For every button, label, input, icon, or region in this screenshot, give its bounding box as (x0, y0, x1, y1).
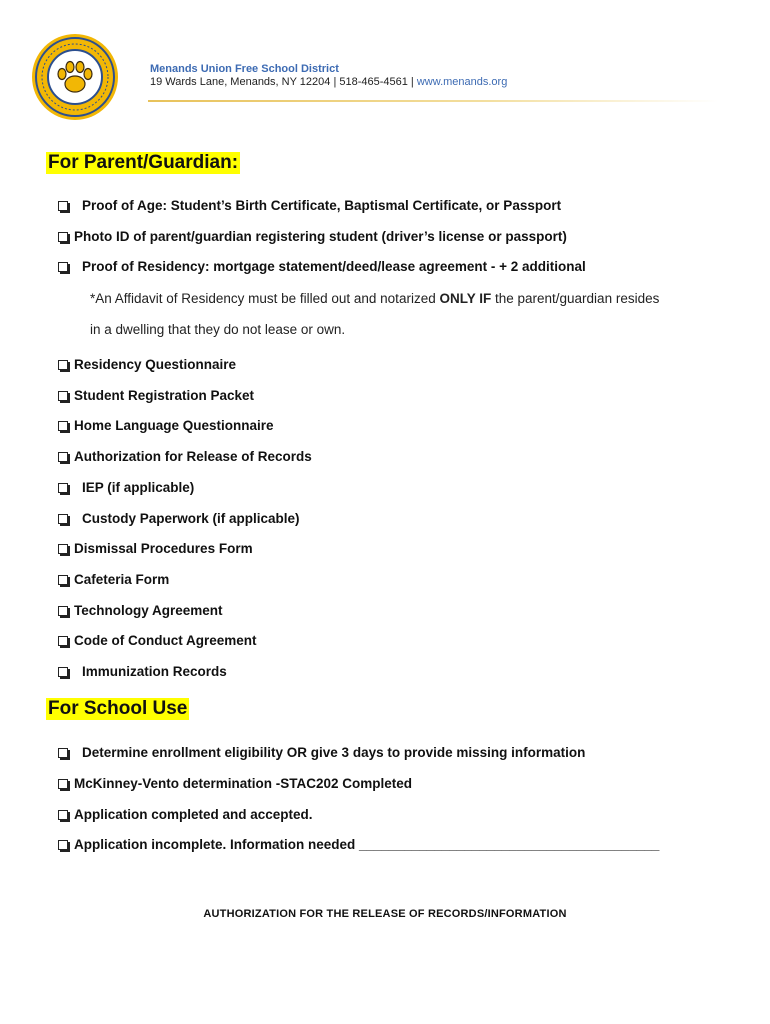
checklist-item[interactable]: Dismissal Procedures Form (58, 541, 253, 556)
checklist-item[interactable]: Photo ID of parent/guardian registering student (driver’s license or passport) (58, 229, 567, 244)
checkbox-icon[interactable] (58, 262, 68, 272)
checkbox-icon[interactable] (58, 514, 68, 524)
checklist-item[interactable]: Proof of Residency: mortgage statement/deed/lease agreement - + 2 additional (58, 259, 586, 274)
checklist-item[interactable]: Authorization for Release of Records (58, 449, 312, 464)
checklist-item[interactable]: Custody Paperwork (if applicable) (58, 511, 300, 526)
checklist-item[interactable]: McKinney-Vento determination -STAC202 Completed (58, 776, 412, 791)
checklist-item[interactable]: Proof of Age: Student’s Birth Certificate, Baptismal Certificate, or Passport (58, 198, 561, 213)
checkbox-icon[interactable] (58, 636, 68, 646)
parent-section-heading: For Parent/Guardian: (48, 152, 239, 173)
checklist-item[interactable]: Technology Agreement (58, 603, 223, 618)
affidavit-note-line1: *An Affidavit of Residency must be filled out and notarized ONLY IF the parent/guardian resides (90, 291, 660, 306)
checkbox-icon[interactable] (58, 391, 68, 401)
district-name: Menands Union Free School District (150, 63, 339, 75)
letterhead-rule (148, 100, 718, 102)
checkbox-icon[interactable] (58, 360, 68, 370)
checkbox-icon[interactable] (58, 201, 68, 211)
checklist-item[interactable]: Code of Conduct Agreement (58, 633, 257, 648)
school-section-heading: For School Use (48, 698, 188, 719)
checkbox-icon[interactable] (58, 232, 68, 242)
checkbox-icon[interactable] (58, 483, 68, 493)
checklist-item[interactable]: Application completed and accepted. (58, 807, 313, 822)
checklist-item[interactable]: Determine enrollment eligibility OR give 3 days to provide missing information (58, 745, 585, 760)
checklist-item[interactable]: Home Language Questionnaire (58, 418, 274, 433)
checkbox-icon[interactable] (58, 452, 68, 462)
checkbox-icon[interactable] (58, 544, 68, 554)
release-authorization-title: AUTHORIZATION FOR THE RELEASE OF RECORDS/INFORMATION (203, 908, 567, 920)
checkbox-icon[interactable] (58, 421, 68, 431)
checkbox-icon[interactable] (58, 606, 68, 616)
checkbox-icon[interactable] (58, 810, 68, 820)
affidavit-note-line2: in a dwelling that they do not lease or own. (90, 322, 346, 337)
checklist-item[interactable]: Application incomplete. Information needed ________________________________________ (58, 837, 659, 852)
checklist-item[interactable]: IEP (if applicable) (58, 480, 194, 495)
checkbox-icon[interactable] (58, 779, 68, 789)
checklist-item[interactable]: Immunization Records (58, 664, 227, 679)
checklist-item[interactable]: Student Registration Packet (58, 388, 254, 403)
checkbox-icon[interactable] (58, 840, 68, 850)
district-website[interactable]: www.menands.org (416, 76, 508, 88)
checkbox-icon[interactable] (58, 575, 68, 585)
checklist-item[interactable]: Residency Questionnaire (58, 357, 236, 372)
checkbox-icon[interactable] (58, 748, 68, 758)
checkbox-icon[interactable] (58, 667, 68, 677)
checklist-item[interactable]: Cafeteria Form (58, 572, 169, 587)
district-seal-logo (30, 32, 120, 122)
district-address: 19 Wards Lane, Menands, NY 12204 | 518-465-4561 | www.menands.org (150, 76, 508, 88)
